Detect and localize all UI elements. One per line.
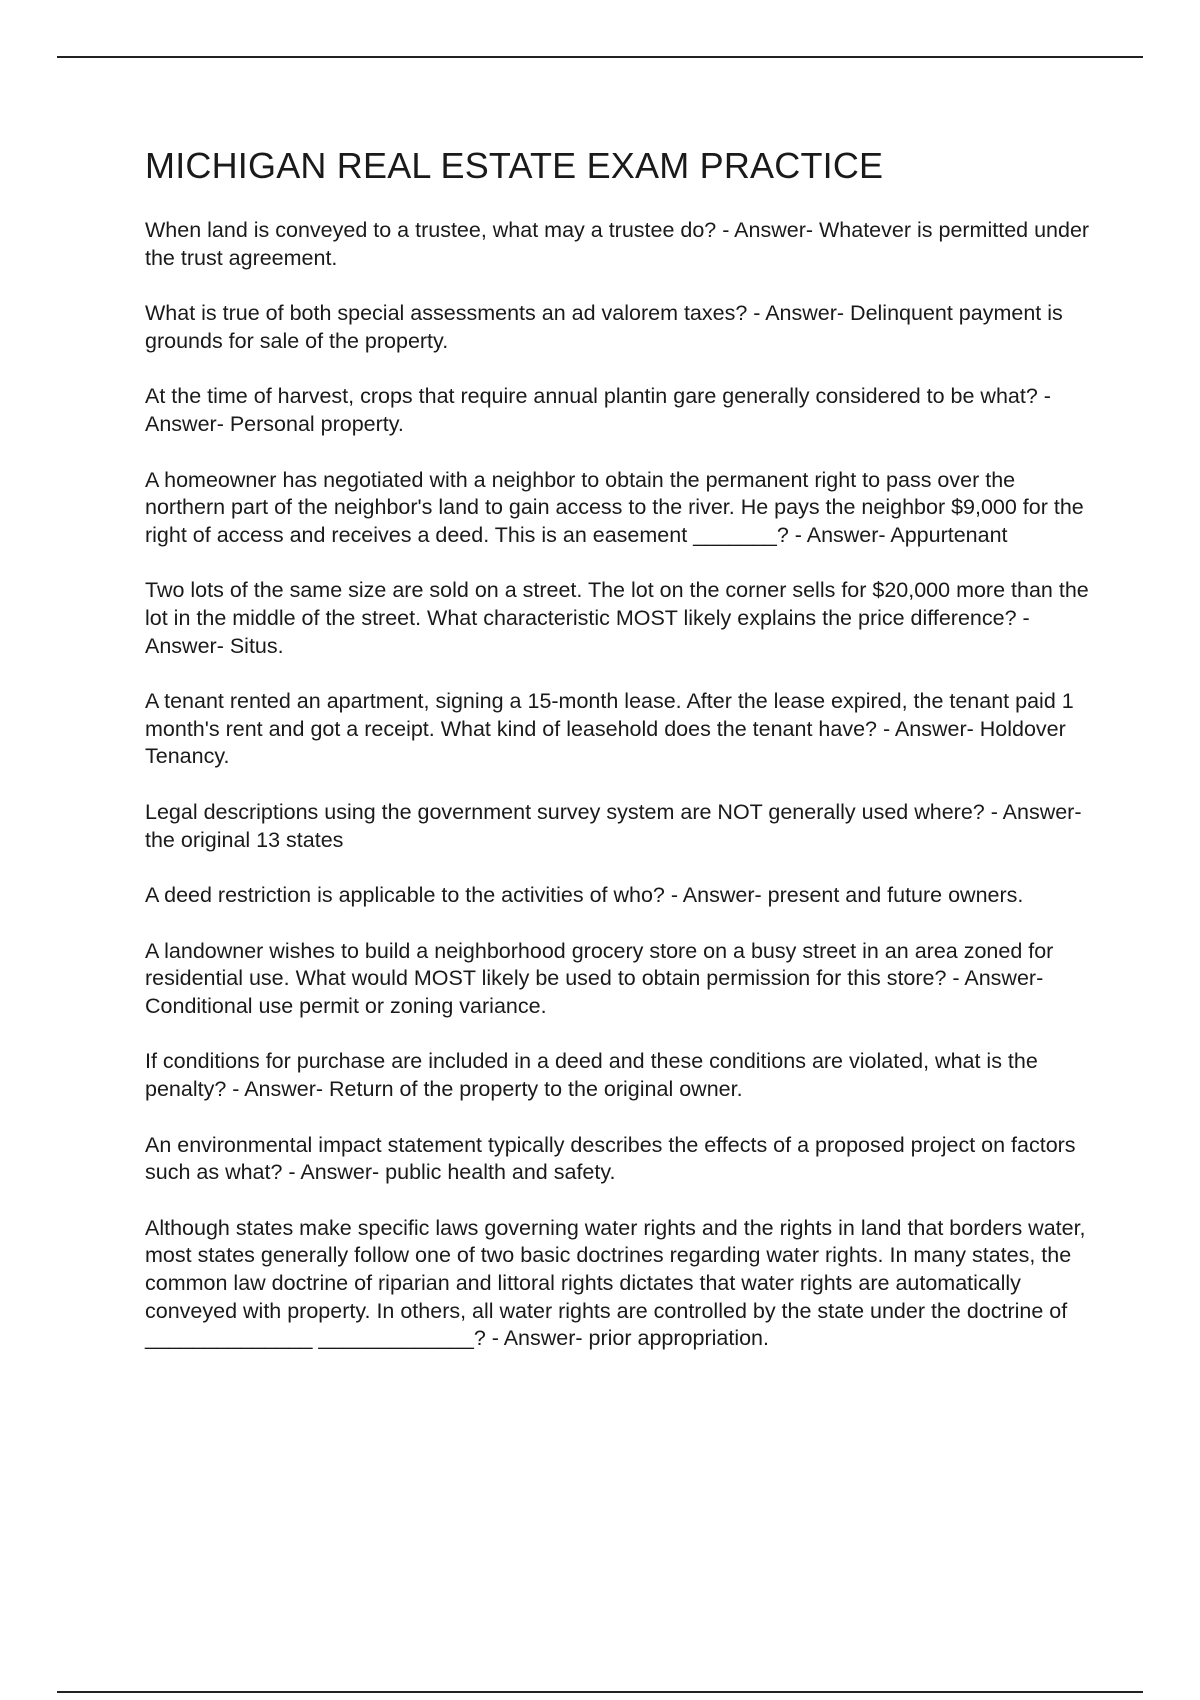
document-body bbox=[145, 142, 1090, 1381]
qa-item: What is true of both special assessments an ad valorem taxes? - Answer- Delinquent payment is grounds for sale of the property. bbox=[145, 301, 1063, 353]
page-title: MICHIGAN REAL ESTATE EXAM PRACTICE bbox=[145, 145, 884, 186]
top-divider bbox=[57, 56, 1143, 58]
qa-item: A tenant rented an apartment, signing a 15-month lease. After the lease expired, the tenant paid 1 month's rent and got a receipt. What kind of leasehold does the tenant have? - Answer- Holdover Tenancy. bbox=[145, 689, 1074, 769]
qa-item: A deed restriction is applicable to the activities of who? - Answer- present and future owners. bbox=[145, 883, 1024, 908]
qa-item: At the time of harvest, crops that require annual plantin gare generally considered to be what? - Answer- Personal property. bbox=[145, 384, 1051, 436]
bottom-divider bbox=[57, 1691, 1143, 1693]
qa-item: Although states make specific laws governing water rights and the rights in land that borders water, most states generally follow one of two basic doctrines regarding water rights. In many states, the common law doctrine of riparian and littoral rights dictates that water rights are automatically conveyed with property. In others, all water rights are controlled by the state under the doctrine of ______________ _____________? - Answer- prior appropriation. bbox=[145, 1215, 1086, 1351]
qa-list bbox=[145, 217, 1090, 1353]
qa-item: Two lots of the same size are sold on a street. The lot on the corner sells for $20,000 more than the lot in the middle of the street. What characteristic MOST likely explains the price difference? - Answer- Situs. bbox=[145, 578, 1089, 658]
qa-item: If conditions for purchase are included in a deed and these conditions are violated, what is the penalty? - Answer- Return of the property to the original owner. bbox=[145, 1049, 1038, 1102]
qa-item: An environmental impact statement typically describes the effects of a proposed project on factors such as what? - Answer- public health and safety. bbox=[145, 1132, 1076, 1185]
qa-item: When land is conveyed to a trustee, what may a trustee do? - Answer- Whatever is permitted under the trust agreement. bbox=[145, 218, 1090, 270]
qa-item: A homeowner has negotiated with a neighbor to obtain the permanent right to pass over the northern part of the neighbor's land to gain access to the river. He pays the neighbor $9,000 for the right of access and receives a deed. This is an easement _______? - Answer- Appurtenant bbox=[145, 467, 1084, 547]
qa-item: Legal descriptions using the government survey system are NOT generally used where? - Answer- the original 13 states bbox=[145, 799, 1082, 852]
qa-item: A landowner wishes to build a neighborhood grocery store on a busy street in an area zoned for residential use. What would MOST likely be used to obtain permission for this store? - Answer- Conditional use permit or zoning variance. bbox=[145, 938, 1054, 1018]
